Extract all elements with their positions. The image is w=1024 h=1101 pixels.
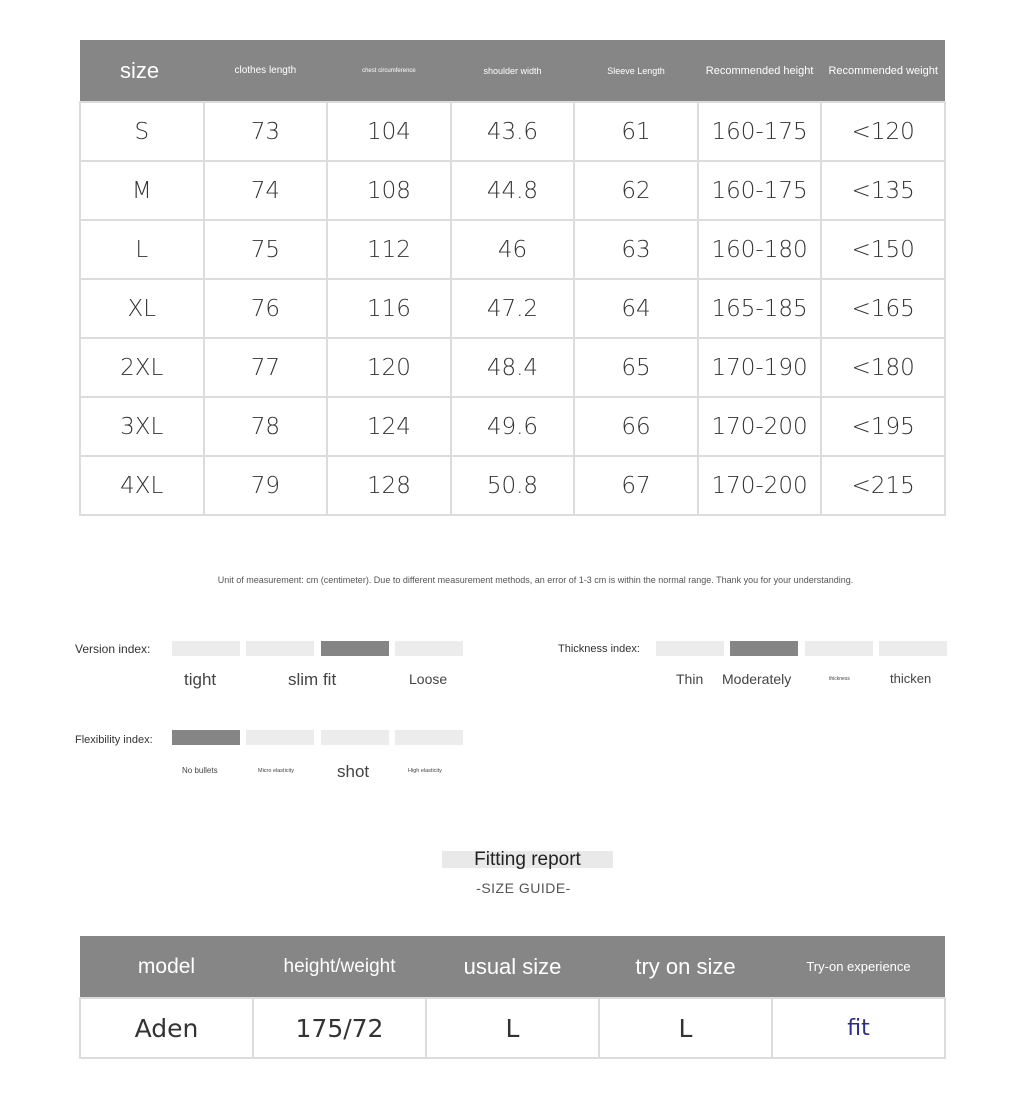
table-cell: 104: [327, 102, 451, 161]
version-index-segment: [246, 641, 314, 656]
table-cell: <135: [821, 161, 945, 220]
table-row: [80, 456, 945, 515]
header-recommended-height: Recommended height: [698, 40, 822, 102]
flexibility-option-shot: shot: [337, 762, 370, 781]
header-size: size: [80, 40, 204, 102]
thickness-index-segment: [879, 641, 947, 656]
table-cell: <215: [821, 456, 945, 515]
table-cell: 120: [327, 338, 451, 397]
thickness-option-thin: Thin: [676, 671, 704, 687]
version-option-slim-fit: slim fit: [288, 670, 337, 689]
header-model: model: [80, 936, 253, 998]
table-cell: <195: [821, 397, 945, 456]
table-row: [80, 998, 945, 1058]
table-row: [80, 161, 945, 220]
table-row: [80, 220, 945, 279]
version-index-segment-selected: [321, 641, 389, 656]
header-sleeve-length: Sleeve Length: [574, 40, 698, 102]
table-cell: 170-190: [698, 338, 822, 397]
table-cell: 79: [204, 456, 328, 515]
thickness-option-moderately: Moderately: [722, 671, 792, 687]
table-cell: 44.8: [451, 161, 575, 220]
fitting-report-table: [79, 936, 946, 1059]
table-cell: 124: [327, 397, 451, 456]
thickness-index-label: Thickness index:: [558, 643, 640, 655]
table-cell: 4XL: [80, 456, 204, 515]
table-cell: 61: [574, 102, 698, 161]
table-cell: 65: [574, 338, 698, 397]
size-chart-table: [79, 40, 946, 516]
table-cell: 67: [574, 456, 698, 515]
table-row: [80, 102, 945, 161]
table-cell: 75: [204, 220, 328, 279]
table-cell: <165: [821, 279, 945, 338]
table-cell: 62: [574, 161, 698, 220]
table-cell: 78: [204, 397, 328, 456]
flexibility-index-segment: [246, 730, 314, 745]
thickness-option-thickness: thickness: [829, 676, 850, 682]
table-cell: 170-200: [698, 456, 822, 515]
table-cell: fit: [772, 998, 945, 1058]
version-index-label: Version index:: [75, 642, 151, 656]
fitting-report-title: Fitting report: [474, 849, 581, 870]
table-row: [80, 279, 945, 338]
header-clothes-length: clothes length: [204, 40, 328, 102]
table-cell: 49.6: [451, 397, 575, 456]
table-cell: 128: [327, 456, 451, 515]
table-cell: 170-200: [698, 397, 822, 456]
table-cell: S: [80, 102, 204, 161]
header-recommended-weight: Recommended weight: [821, 40, 945, 102]
table-cell: 64: [574, 279, 698, 338]
thickness-index-segment: [656, 641, 724, 656]
table-cell: M: [80, 161, 204, 220]
flexibility-option-no-bullets: No bullets: [182, 766, 218, 775]
version-index-segment: [395, 641, 463, 656]
thickness-index-segment-selected: [730, 641, 798, 656]
table-cell: L: [426, 998, 599, 1058]
table-cell: 50.8: [451, 456, 575, 515]
flexibility-index-label: Flexibility index:: [75, 734, 153, 746]
table-cell: 47.2: [451, 279, 575, 338]
flexibility-option-micro-elasticity: Micro elasticity: [258, 768, 295, 774]
header-usual-size: usual size: [426, 936, 599, 998]
size-chart-header-row: [80, 40, 945, 102]
table-cell: Aden: [80, 998, 253, 1058]
table-cell: 165-185: [698, 279, 822, 338]
flexibility-index-segment-selected: [172, 730, 240, 745]
table-cell: 160-175: [698, 102, 822, 161]
table-cell: 73: [204, 102, 328, 161]
table-cell: XL: [80, 279, 204, 338]
version-option-loose: Loose: [409, 671, 448, 687]
table-cell: 46: [451, 220, 575, 279]
version-option-tight: tight: [184, 670, 217, 689]
flexibility-index-segment: [395, 730, 463, 745]
flexibility-index-segment: [321, 730, 389, 745]
table-row: [80, 397, 945, 456]
header-try-on-experience: Try-on experience: [772, 936, 945, 998]
table-row: [80, 338, 945, 397]
table-cell: 160-175: [698, 161, 822, 220]
size-guide-subtitle: -SIZE GUIDE-: [476, 880, 571, 896]
table-cell: 116: [327, 279, 451, 338]
table-cell: <120: [821, 102, 945, 161]
table-cell: 77: [204, 338, 328, 397]
version-index-segment: [172, 641, 240, 656]
table-cell: 112: [327, 220, 451, 279]
header-chest-circumference: chest circumference: [327, 40, 451, 102]
thickness-option-thicken: thicken: [890, 671, 932, 686]
table-cell: 76: [204, 279, 328, 338]
table-cell: 108: [327, 161, 451, 220]
table-cell: 63: [574, 220, 698, 279]
measurement-note: Unit of measurement: cm (centimeter). Due to different measurement methods, an error of 1-3 cm is within the normal range. Thank you for your understanding.: [217, 575, 854, 585]
table-cell: L: [599, 998, 772, 1058]
header-height-weight: height/weight: [253, 936, 426, 998]
table-cell: 66: [574, 397, 698, 456]
table-cell: L: [80, 220, 204, 279]
table-cell: <150: [821, 220, 945, 279]
table-cell: 160-180: [698, 220, 822, 279]
thickness-index-segment: [805, 641, 873, 656]
table-cell: 74: [204, 161, 328, 220]
table-cell: 48.4: [451, 338, 575, 397]
table-cell: <180: [821, 338, 945, 397]
table-cell: 3XL: [80, 397, 204, 456]
flexibility-option-high-elasticity: High elasticity: [408, 768, 442, 774]
fitting-header-row: [80, 936, 945, 998]
table-cell: 2XL: [80, 338, 204, 397]
fitting-report-title-box: [442, 851, 613, 868]
header-shoulder-width: shoulder width: [451, 40, 575, 102]
table-cell: 43.6: [451, 102, 575, 161]
header-try-on-size: try on size: [599, 936, 772, 998]
table-cell: 175/72: [253, 998, 426, 1058]
